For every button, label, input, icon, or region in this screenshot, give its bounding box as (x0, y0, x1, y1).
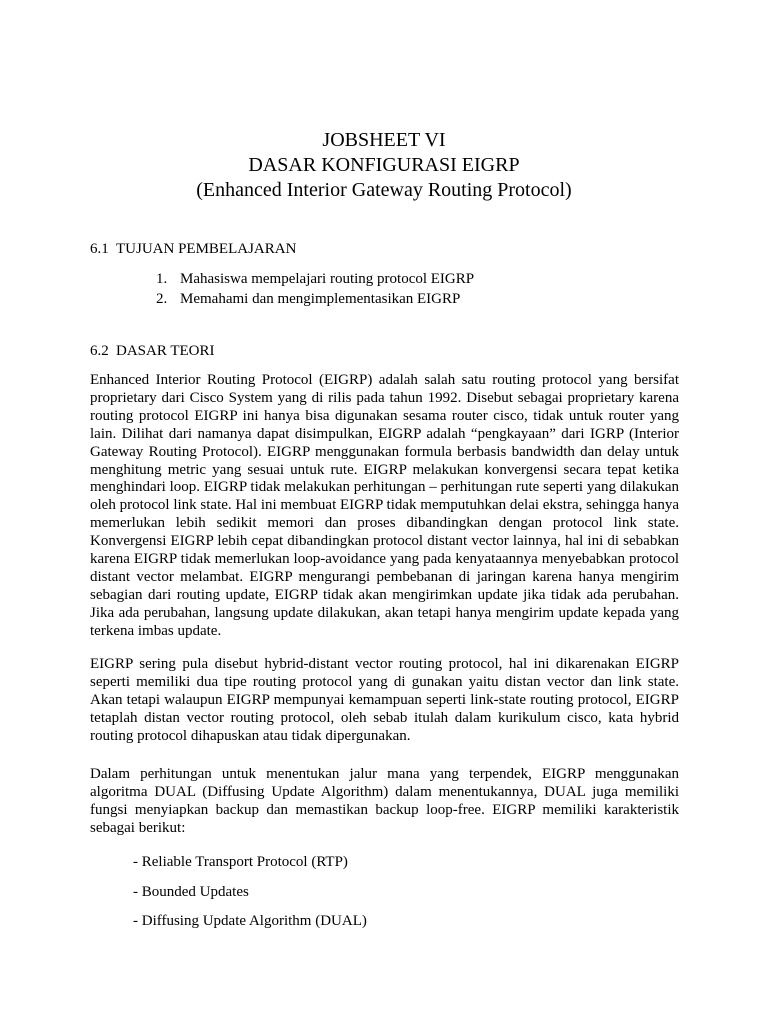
section-heading-text: TUJUAN PEMBELAJARAN (116, 241, 297, 257)
title-line-1: JOBSHEET VI (322, 129, 446, 151)
title-line-2: DASAR KONFIGURASI EIGRP (248, 154, 520, 176)
list-item: - Bounded Updates (133, 883, 249, 900)
theory-paragraph-1: Enhanced Interior Routing Protocol (EIGRP) adalah salah satu routing protocol yang bersifat proprietary dari Cisco System yang di rilis pada tahun 1992. Disebut sebagai proprietary karena routing protocol EIGRP ini hanya bisa digunakan sesama router cisco, tidak untuk router yang lain. Dilihat dari namanya dapat disimpulkan, EIGRP adalah “pengkayaan” dari IGRP (Interior Gateway Routing Protocol). EIGRP menggunakan formula berbasis bandwidth dan delay untuk menghitung metric yang sesuai untuk rute. EIGRP melakukan konvergensi secara tepat ketika menghindari loop. EIGRP tidak melakukan perhitungan – perhitungan rute seperti yang dilakukan oleh protocol link state. Hal ini membuat EIGRP tidak memputuhkan delai ekstra, sehingga hanya memerlukan lebih sedikit memori dan proses dibandingkan dengan protocol link state. Konvergensi EIGRP lebih cepat dibandingkan protocol distant vector lainnya, hal ini di sebabkan karena EIGRP tidak memerlukan loop-avoidance yang pada kenyataannya menyebabkan protocol distant vector melambat. EIGRP mengurangi pembebanan di jaringan karena hanya mengirim sebagian dari routing update, EIGRP tidak akan mengirimkan update jika tidak ada perubahan. Jika ada perubahan, langsung update dilakukan, akan tetapi hanya mengirim update kepada yang terkena imbas update. (90, 372, 679, 639)
list-item: - Diffusing Update Algorithm (DUAL) (133, 913, 367, 929)
list-item (156, 269, 474, 289)
list-item (156, 289, 474, 309)
list-item-index: 2. (156, 291, 168, 307)
theory-paragraph-3: Dalam perhitungan untuk menentukan jalur mana yang terpendek, EIGRP menggunakan algoritma DUAL (Diffusing Update Algorithm) dalam menentukannya, DUAL juga memiliki fungsi menyiapkan backup dan memastikan backup loop-free. EIGRP memiliki karakteristik sebagai berikut: (90, 766, 679, 836)
list-item-text: Memahami dan mengimplementasikan EIGRP (180, 291, 461, 307)
section-heading-text: DASAR TEORI (116, 343, 215, 359)
title-line-3: (Enhanced Interior Gateway Routing Protocol) (196, 179, 572, 201)
section-heading-objectives (90, 240, 296, 259)
theory-paragraph-2: EIGRP sering pula disebut hybrid-distant vector routing protocol, hal ini dikarenakan EIGRP seperti memiliki dua tipe routing protocol yang di gunakan yaitu distan vector dan link state. Akan tetapi walaupun EIGRP mempunyai kemampuan seperti link-state routing protocol, EIGRP tetaplah distan vector routing protocol, oleh sebab itulah dalam kurikulum cisco, kata hybrid routing protocol dihapuskan atau tidak dipergunakan. (90, 656, 679, 744)
section-number: 6.1 (90, 241, 109, 257)
objectives-list (156, 269, 474, 309)
section-number: 6.2 (90, 343, 109, 359)
list-item-text: Mahasiswa mempelajari routing protocol EIGRP (180, 271, 475, 287)
list-item: - Reliable Transport Protocol (RTP) (133, 854, 348, 870)
section-heading-theory (90, 342, 214, 361)
list-item-index: 1. (156, 271, 168, 287)
document-title (0, 128, 768, 203)
features-list (133, 852, 367, 941)
